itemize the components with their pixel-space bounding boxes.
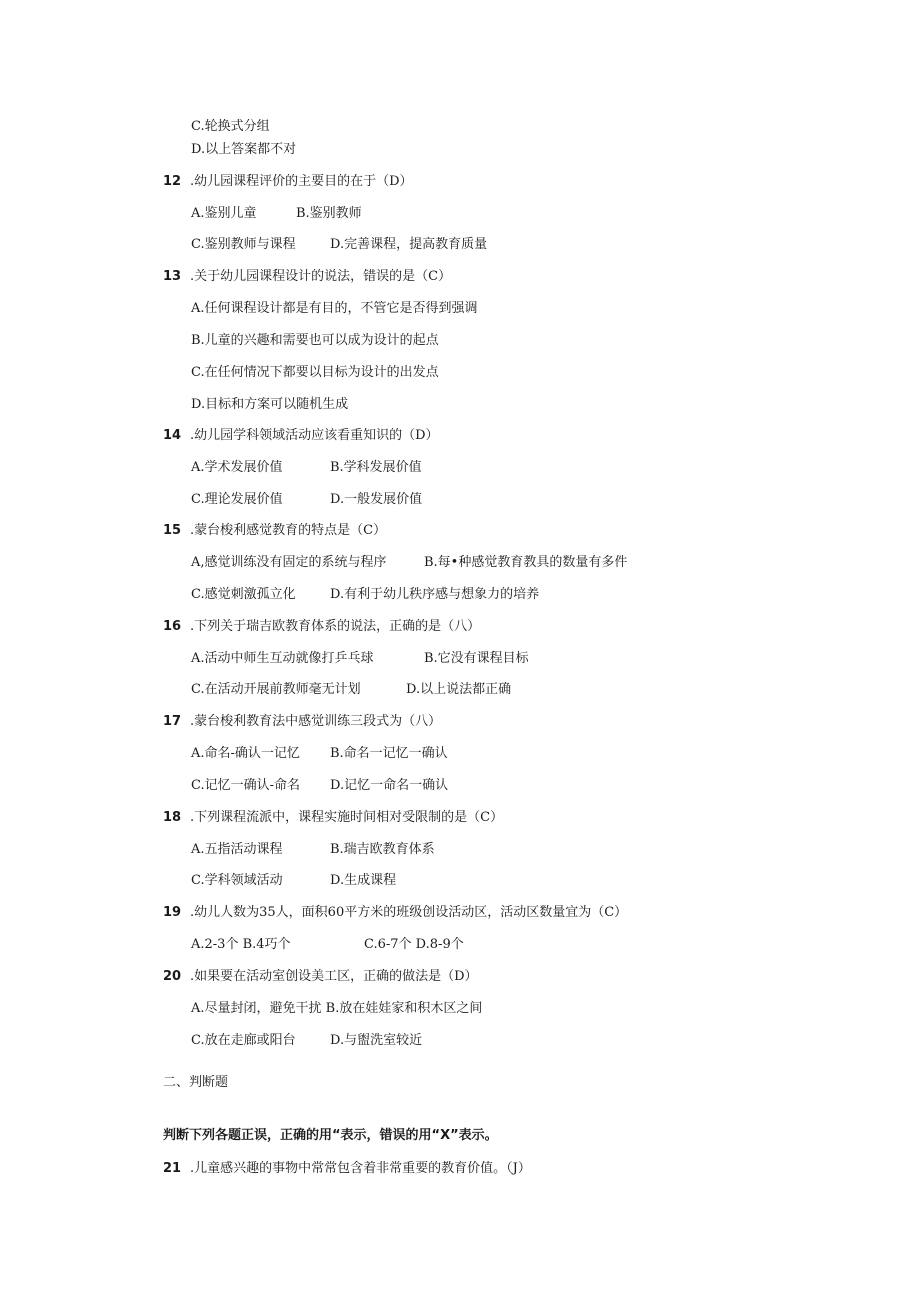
section-instruction: 判断下列各题正误，正确的用“表示，错误的用“X”表示。: [163, 1128, 498, 1143]
option-c: C.记忆一确认-命名: [191, 778, 301, 793]
option-c: C.学科领域活动: [191, 873, 283, 888]
option-a: A.活动中师生互动就像打乒乓球: [191, 651, 374, 666]
option-b: B.瑞吉欧教育体系: [330, 842, 435, 857]
question-number: 19: [163, 905, 182, 920]
question-number: 18: [163, 810, 182, 825]
question-stem: .关于幼儿园课程设计的说法，错误的是（C）: [190, 269, 452, 284]
option-d: D.完善课程，提高教育质量: [330, 237, 488, 252]
question-number: 17: [163, 714, 182, 729]
question-number: 12: [163, 174, 182, 189]
question-number: 13: [163, 269, 182, 284]
option-b: B.它没有课程目标: [424, 651, 529, 666]
option-b: B.儿童的兴趣和需要也可以成为设计的起点: [191, 333, 439, 348]
options-a-b: A.2-3个 B.4巧个: [191, 937, 291, 952]
option-c: C.放在走廊或阳台: [191, 1033, 296, 1048]
question-stem: .下列关于瑞吉欧教育体系的说法，正确的是（八）: [190, 619, 481, 634]
option-d: D.以上说法都正确: [406, 682, 512, 697]
option-a: A,感觉训练没有固定的系统与程序: [191, 555, 387, 570]
option-d: D.有利于幼儿秩序感与想象力的培养: [330, 587, 540, 602]
question-stem: .蒙台梭利感觉教育的特点是（C）: [190, 523, 387, 538]
option-c: C.轮换式分组: [191, 119, 270, 134]
question-stem: .幼儿园课程评价的主要目的在于（D）: [190, 174, 413, 189]
option-a: A.五指活动课程: [191, 842, 283, 857]
option-b: B.每•种感觉教育教具的数量有多件: [424, 555, 628, 570]
option-a: A.鉴别儿童: [191, 206, 257, 221]
option-c: C.在任何情况下都要以目标为设计的出发点: [191, 365, 439, 380]
option-c: C.理论发展价值: [191, 492, 283, 507]
option-d: D.记忆一命名一确认: [330, 778, 449, 793]
question-number: 16: [163, 619, 182, 634]
question-stem: .幼儿人数为35人，面积60平方米的班级创设活动区，活动区数量宜为（C）: [190, 905, 628, 920]
question-number: 14: [163, 428, 182, 443]
option-c: C.在活动开展前教师毫无计划: [191, 682, 361, 697]
question-number: 21: [163, 1161, 182, 1176]
question-number: 20: [163, 969, 182, 984]
question-number: 15: [163, 523, 182, 538]
option-d: D.一般发展价值: [330, 492, 423, 507]
question-stem: .儿童感兴趣的事物中常常包含着非常重要的教育价值。（J）: [190, 1161, 531, 1176]
question-stem: .蒙台梭利教育法中感觉训练三段式为（八）: [190, 714, 442, 729]
option-a: A.命名-确认一记忆: [191, 746, 300, 761]
option-d: D.目标和方案可以随机生成: [191, 397, 349, 412]
question-stem: .幼儿园学科领域活动应该看重知识的（D）: [190, 428, 439, 443]
option-b: B.学科发展价值: [330, 460, 422, 475]
question-stem: .下列课程流派中，课程实施时间相对受限制的是（C）: [190, 810, 504, 825]
options-c-d: C.6-7个 D.8-9个: [364, 937, 464, 952]
option-b: B.命名一记忆一确认: [330, 746, 448, 761]
section-title: 二、判断题: [163, 1075, 229, 1090]
option-a: A.任何课程设计都是有目的，不管它是否得到强调: [191, 301, 478, 316]
option-a: A.学术发展价值: [191, 460, 283, 475]
option-d: D.生成课程: [330, 873, 397, 888]
option-d: D.与盥洗室较近: [330, 1033, 423, 1048]
option-d: D.以上答案都不对: [191, 142, 297, 157]
option-b: B.鉴别教师: [296, 206, 362, 221]
option-c: C.鉴别教师与课程: [191, 237, 296, 252]
options-a-b: A.尽量封闭，避免干扰 B.放在娃娃家和积木区之间: [191, 1001, 483, 1016]
option-c: C.感觉刺激孤立化: [191, 587, 296, 602]
question-stem: .如果要在活动室创设美工区，正确的做法是（D）: [190, 969, 478, 984]
